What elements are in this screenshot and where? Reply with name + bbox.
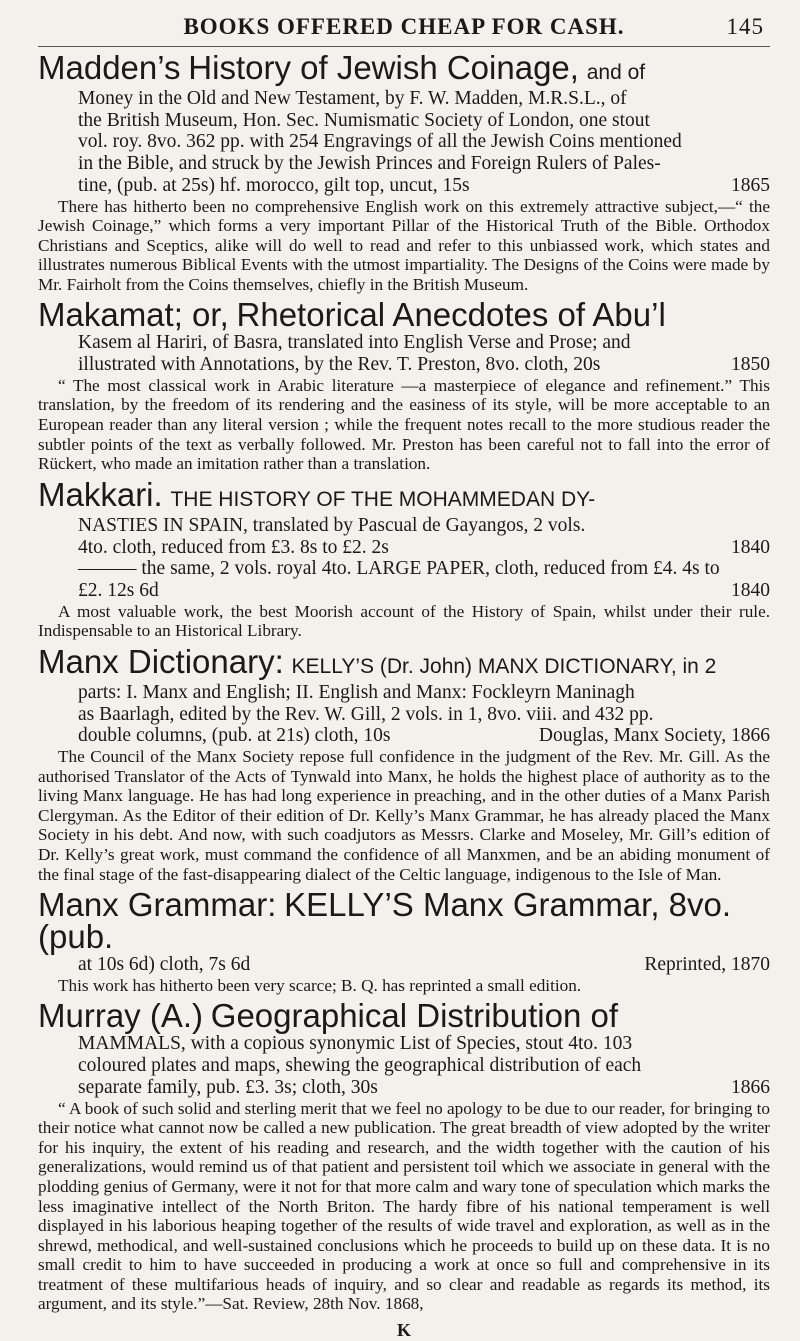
entry-makkari	[38, 475, 770, 641]
entry-description	[38, 954, 770, 976]
entry-date: 1866	[731, 1076, 770, 1098]
entry-price-line	[78, 175, 770, 197]
entry-headline-rest: History of Jewish Coinage,	[188, 49, 579, 86]
entry-line: MAMMALS, with a copious synonymic List of Species, stout 4to. 103	[78, 1033, 633, 1055]
page-number: 145	[726, 14, 764, 39]
entry-murray	[38, 997, 770, 1314]
entry-line: the British Museum, Hon. Sec. Numismatic Society of London, one stout	[78, 109, 650, 131]
entry-headline	[38, 642, 770, 682]
entry-price-line	[78, 580, 770, 602]
entry-headline	[38, 296, 770, 334]
header-rule	[38, 46, 770, 47]
entry-headline-rest: Rhetorical Anecdotes of Abu’l	[236, 296, 666, 334]
entry-price: £2. 12s 6d	[78, 579, 159, 601]
entry-line: parts: I. Manx and English; II. English and Manx: Fockleyrn Maninagh	[78, 681, 635, 703]
entry-date: 1840	[731, 536, 770, 558]
entry-note: “ The most classical work in Arabic literature —a masterpiece of elegance and refinement.” This translation, by the freedom of its rendering and the easiness of its style, will be more acceptable to an European reader than any literal version ; while the frequent notes recall to the more studious reader the subtler points of the text as verbally followed. Mr. Preston has been careful not to fall into the error of Rückert, who made an imitation rather than a translation.	[38, 375, 770, 474]
entry-line: Money in the Old and New Testament, by F. W. Madden, M.R.S.L., of	[78, 88, 627, 109]
entry-headword: Madden’s	[38, 49, 181, 86]
entry-line: coloured plates and maps, shewing the geographical distribution of each	[78, 1055, 642, 1077]
entry-description	[38, 515, 770, 602]
entry-description	[38, 682, 770, 747]
entry-manx-dictionary	[38, 642, 770, 884]
entry-date: Reprinted, 1870	[644, 954, 770, 976]
entry-madden	[38, 49, 770, 294]
entry-headline	[38, 49, 770, 88]
entry-line: NASTIES IN SPAIN, translated by Pascual de Gayangos, 2 vols.	[78, 514, 586, 536]
entry-headline-rest: KELLY’S Manx Grammar, 8vo. (pub.	[38, 886, 732, 956]
entry-headline-rest: Geographical Distribution of	[210, 997, 618, 1035]
entry-price: double columns, (pub. at 21s) cloth, 10s	[78, 725, 391, 747]
entry-description	[38, 1033, 770, 1098]
entry-date: 1840	[731, 579, 770, 601]
entry-headline-rest: KELLY’S (Dr. John) MANX DICTIONARY, in 2	[291, 654, 717, 678]
entry-price: illustrated with Annotations, by the Rev. T. Preston, 8vo. cloth, 20s	[78, 354, 601, 376]
entry-line: ——— the same, 2 vols. royal 4to. LARGE PAPER, cloth, reduced from £4. 4s to	[78, 558, 720, 580]
entry-price-line	[78, 954, 770, 976]
entry-price: separate family, pub. £3. 3s; cloth, 30s	[78, 1076, 378, 1098]
entry-headword: Manx Grammar:	[38, 886, 277, 924]
entry-headline	[38, 886, 770, 956]
entry-headline	[38, 475, 770, 515]
entry-price-line	[78, 1077, 770, 1099]
entry-headline-rest: THE HISTORY OF THE MOHAMMEDAN DY-	[170, 487, 596, 511]
entry-price: 4to. cloth, reduced from £3. 8s to £2. 2s	[78, 536, 389, 558]
entry-line: as Baarlagh, edited by the Rev. W. Gill, 2 vols. in 1, 8vo. viii. and 432 pp.	[78, 703, 654, 725]
signature-mark: K	[396, 1320, 411, 1341]
entry-description	[38, 88, 770, 197]
entry-headword: Makamat; or,	[38, 296, 229, 334]
entry-note: The Council of the Manx Society repose full confidence in the judgment of the Rev. Mr. Gill. As the authorised Translator of the Acts of Tynwald into Manx, he holds the highest place of authority as to the living Manx language. He has had long experience in preaching, and in the other duties of a Manx Parish Clergyman. As the Editor of their edition of Dr. Kelly’s Manx Grammar, he has already placed the Manx Society in his debt. And now, with such coadjutors as Messrs. Clarke and Moseley, Mr. Gill’s edition of Dr. Kelly’s great work, must command the confidence of all Manxmen, and be an abiding monument of the final stage of the fast-disappearing dialect of the Celtic language, indigenous to the Isle of Man.	[38, 746, 770, 884]
entry-date: Douglas, Manx Society, 1866	[538, 725, 770, 747]
entry-note: “ A book of such solid and sterling merit that we feel no apology to be due to our reader, for bringing to their notice what cannot now be called a new publication. The great breadth of view adopted by the writer for his inquiry, the extent of his reading and research, and the width together with the caution of his generalizations, would remind us of that patient and persistent toil which we associate in general with the plodding genius of Germany, were it not for that more calm and wary tone of speculation which marks the less imaginative intellect of the North Briton. The hardy fibre of his national temperament is well displayed in his laborious heaping together of the results of wide travel and exploration, as well as in the shrewd, methodical, and well-sustained conclusions which he proceeds to build up on these data. It is no small credit to him to have succeeded in producing a work at once so full and comprehensive in its treatment of these multifarious heads of inquiry, and so clear and readable as regards its method, its argument, and its style.”—Sat. Review, 28th Nov. 1868,	[38, 1098, 770, 1314]
entry-line: in the Bible, and struck by the Jewish Princes and Foreign Rulers of Pales-	[78, 153, 661, 175]
entry-headword: Makkari.	[38, 475, 163, 513]
entry-date: 1850	[731, 354, 770, 376]
entry-headline-tail: and of	[586, 61, 646, 84]
entry-price-line	[78, 537, 770, 559]
entry-makamat	[38, 296, 770, 474]
entry-description	[38, 332, 770, 375]
entry-price: at 10s 6d) cloth, 7s 6d	[78, 954, 251, 976]
entry-date: 1865	[731, 174, 770, 196]
entry-headline	[38, 997, 770, 1035]
entry-price-line	[78, 354, 770, 376]
entry-note: A most valuable work, the best Moorish account of the History of Spain, whilst under their rule. Indispensable to an Historical Library.	[38, 601, 770, 641]
entry-note: This work has hitherto been very scarce; B. Q. has reprinted a small edition.	[58, 975, 582, 995]
entry-manx-grammar	[38, 886, 770, 995]
entry-headword: Manx Dictionary:	[38, 642, 284, 680]
entry-price-line	[78, 725, 770, 747]
entry-headword: Murray (A.)	[38, 997, 203, 1035]
entry-line: Kasem al Hariri, of Basra, translated into English Verse and Prose; and	[78, 332, 631, 354]
entry-note: There has hitherto been no comprehensive English work on this extremely attractive subject,—“ the Jewish Coinage,” which forms a very important Pillar of the Historical Truth of the Bible. Orthodox Christians and Sceptics, alike will do well to read and refer to this unbiassed work, which states and illustrates numerous Biblical Events with the utmost impartiality. The Designs of the Coins were made by Mr. Fairholt from the Coins themselves, chiefly in the British Museum.	[38, 196, 770, 294]
entry-price: tine, (pub. at 25s) hf. morocco, gilt top, uncut, 15s	[78, 174, 470, 196]
page-header	[38, 14, 770, 42]
running-title: BOOKS OFFERED CHEAP FOR CASH.	[183, 14, 625, 39]
entry-line: vol. roy. 8vo. 362 pp. with 254 Engravings of all the Jewish Coins mentioned	[78, 131, 682, 153]
